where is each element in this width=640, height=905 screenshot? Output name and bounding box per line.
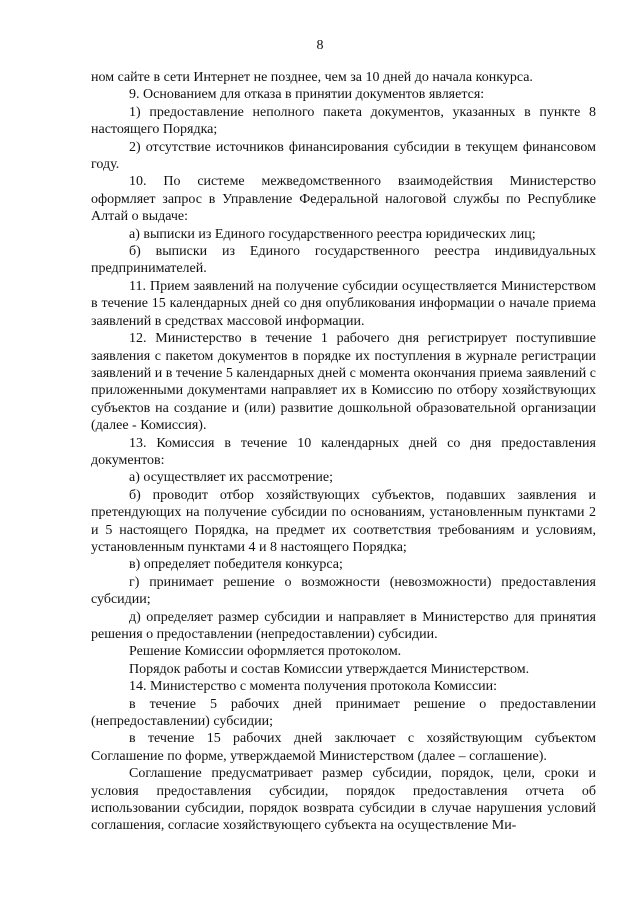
paragraph: а) выписки из Единого государственного реестра юридических лиц; bbox=[129, 226, 536, 242]
paragraph: Решение Комиссии оформляется протоколом. bbox=[129, 644, 402, 660]
page-number: 8 bbox=[316, 38, 324, 53]
paragraph: ном сайте в сети Интернет не позднее, чем за 10 дней до начала конкурса. bbox=[91, 70, 533, 85]
paragraph: 12. Министерство в течение 1 рабочего дня регистрирует поступившие заявления с пакетом документов в порядке их поступления в журнале регистрации заявлений и в течение 5 календарных дней с момента окончания приема заявлений с приложенными документами направляет их в Комиссию по отбору хозяйствующих субъектов на создание и (или) развитие дошкольной образовательной организации (далее - Комиссия). bbox=[91, 331, 596, 434]
paragraph: д) определяет размер субсидии и направляет в Министерство для принятия решения о предоставлении (непредоставлении) субсидии. bbox=[91, 609, 596, 642]
paragraph: б) выписки из Единого государственного реестра индивидуальных предпринимателей. bbox=[91, 244, 596, 277]
paragraph: 1) предоставление неполного пакета документов, указанных в пункте 8 настоящего Порядка; bbox=[91, 104, 596, 138]
paragraph: 14. Министерство с момента получения протокола Комиссии: bbox=[129, 679, 498, 695]
paragraph: г) принимает решение о возможности (невозможности) предоставления субсидии; bbox=[91, 574, 596, 608]
paragraph: в течение 5 рабочих дней принимает решение о предоставлении (непредоставлении) субсидии; bbox=[91, 696, 596, 730]
paragraph: в течение 15 рабочих дней заключает с хозяйствующим субъектом Соглашение по форме, утверждаемой Министерством (далее – соглашение). bbox=[91, 731, 596, 764]
paragraph: 2) отсутствие источников финансирования субсидии в текущем финансовом году. bbox=[91, 139, 596, 173]
paragraph: Соглашение предусматривает размер субсидии, порядок, цели, сроки и условия предоставления субсидии, порядок предоставления отчета об использовании субсидии, порядок возврата субсидии в случае нарушения условий соглашения, согласие хозяйствующего субъекта на осуществление Ми- bbox=[91, 766, 596, 834]
paragraph: 9. Основанием для отказа в принятии документов является: bbox=[129, 87, 485, 103]
document-body bbox=[91, 69, 596, 835]
paragraph: 11. Прием заявлений на получение субсидии осуществляется Министерством в течение 15 календарных дней со дня опубликования информации о начале приема заявлений в средствах массовой информации. bbox=[91, 278, 596, 329]
paragraph: Порядок работы и состав Комиссии утверждается Министерством. bbox=[129, 661, 530, 677]
paragraph: б) проводит отбор хозяйствующих субъектов, подавших заявления и претендующих на получение субсидии по основаниям, установленным пунктами 2 и 5 настоящего Порядка, на предмет их соответствия требованиям и условиям, установленным пунктами 4 и 8 настоящего Порядка; bbox=[91, 487, 596, 555]
paragraph: а) осуществляет их рассмотрение; bbox=[129, 470, 334, 486]
paragraph: 10. По системе межведомственного взаимодействия Министерство оформляет запрос в Управление Федеральной налоговой службы по Республике Алтай о выдаче: bbox=[91, 174, 596, 225]
paragraph: в) определяет победителя конкурса; bbox=[129, 557, 343, 573]
paragraph: 13. Комиссия в течение 10 календарных дней со дня предоставления документов: bbox=[91, 435, 596, 468]
